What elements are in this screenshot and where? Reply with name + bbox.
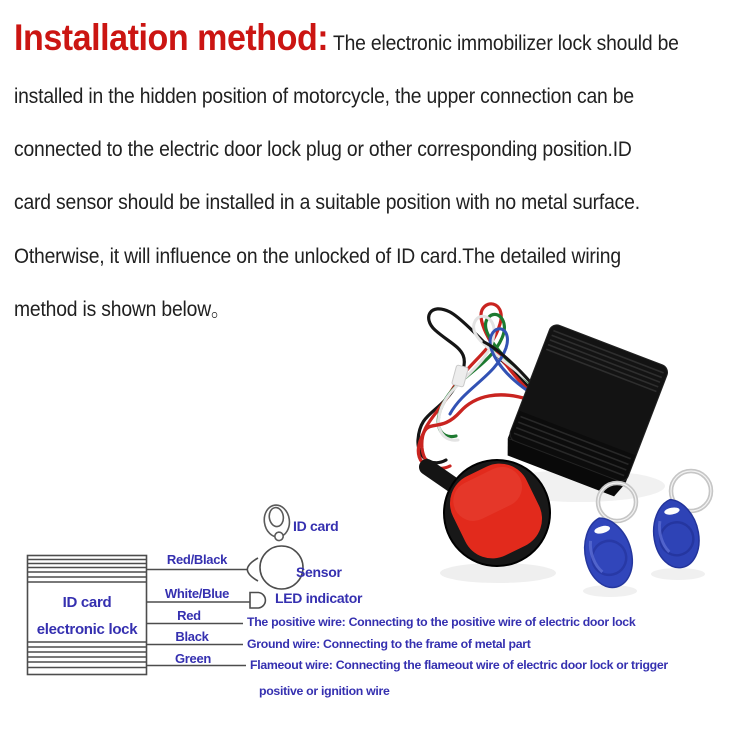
device-box-outline <box>28 556 147 675</box>
sensor-label: Sensor <box>296 564 342 580</box>
sensor-icon <box>247 546 303 589</box>
id-card-icon <box>262 503 292 542</box>
ground-wire-description: Ground wire: Connecting to the frame of metal part <box>247 637 531 651</box>
positive-wire-description: The positive wire: Connecting to the positive wire of electric door lock <box>247 615 636 629</box>
intro-line-5: Otherwise, it will influence on the unlocked of ID card.The detailed wiring <box>14 245 621 268</box>
led-icon <box>250 593 265 609</box>
device-label-line1: ID card <box>62 594 112 611</box>
device-label-line2: electronic lock <box>36 621 138 638</box>
wire-label-red: Red <box>177 608 201 623</box>
intro-line-6: method is shown below。 <box>14 298 231 321</box>
product-photo <box>380 290 750 608</box>
wire-label-white-blue: White/Blue <box>164 586 230 601</box>
intro-line-2: installed in the hidden position of motorcycle, the upper connection can be <box>14 85 634 108</box>
page-title: Installation method: <box>14 17 329 58</box>
wire-connector <box>452 365 469 387</box>
wire-label-green: Green <box>174 651 212 666</box>
intro-line-1: The electronic immobilizer lock should be <box>333 32 679 55</box>
flameout-wire-description-line2: positive or ignition wire <box>259 684 390 698</box>
id-sensor-pad <box>427 453 552 568</box>
intro-line-3: connected to the electric door lock plug or other corresponding position.ID <box>14 138 632 161</box>
wire-label-black: Black <box>175 629 209 644</box>
id-card-label: ID card <box>293 518 339 534</box>
led-indicator-label: LED indicator <box>275 590 363 606</box>
intro-line-4: card sensor should be installed in a suitable position with no metal surface. <box>14 191 640 214</box>
wire-label-red-black: Red/Black <box>166 552 228 567</box>
flameout-wire-description: Flameout wire: Connecting the flameout wire of electric door lock or trigger <box>250 658 668 672</box>
